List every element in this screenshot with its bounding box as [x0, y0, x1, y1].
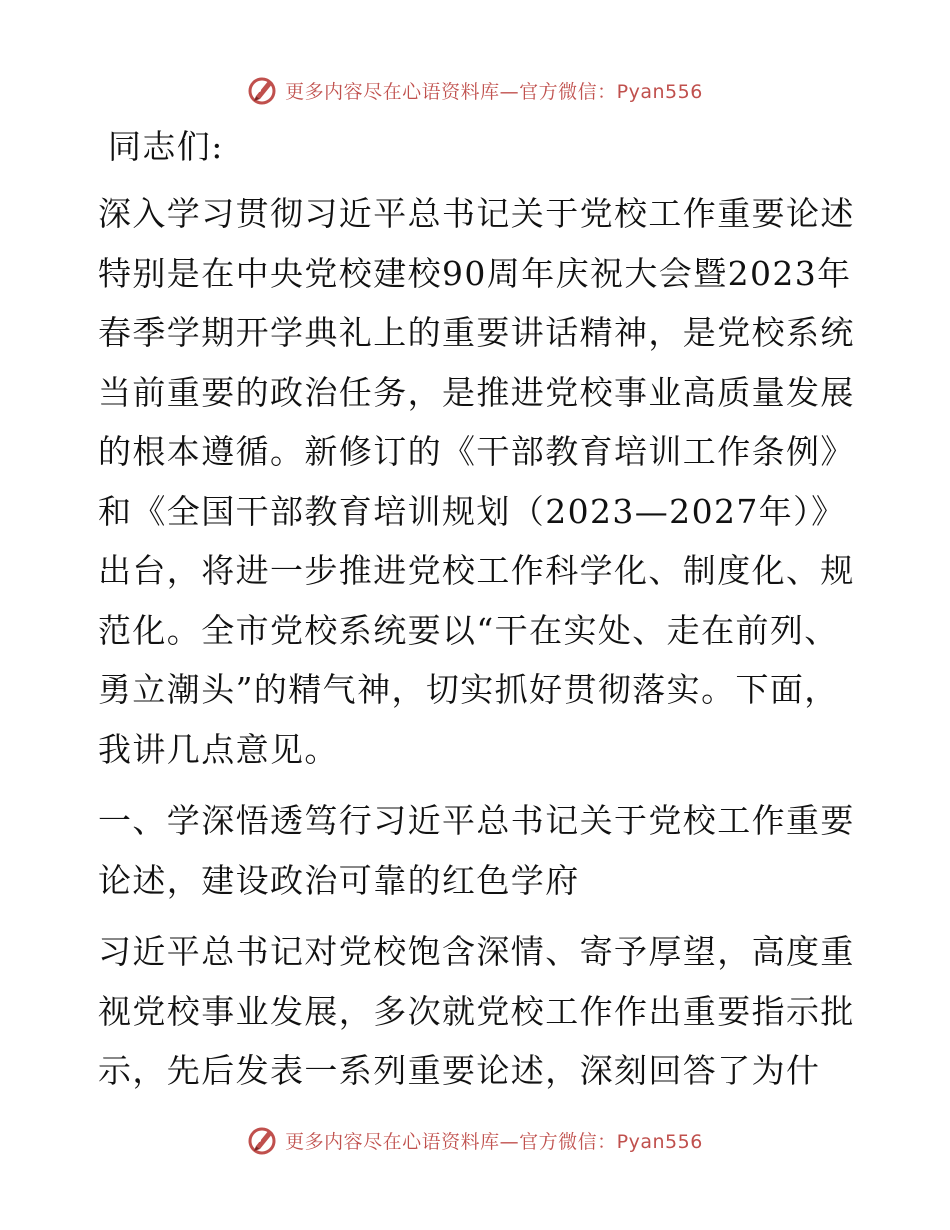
pen-logo-icon: [247, 74, 279, 106]
section-heading-1: 一、学深悟透笃行习近平总书记关于党校工作重要论述，建设政治可靠的红色学府: [98, 801, 855, 900]
watermark-text: 更多内容尽在心语资料库—官方微信：Pyan556: [285, 80, 703, 103]
greeting: 同志们:: [108, 127, 224, 166]
watermark-banner-top: [0, 70, 950, 110]
pen-logo-icon: [247, 1124, 279, 1156]
watermark-banner-bottom: [0, 1120, 950, 1160]
watermark-text: 更多内容尽在心语资料库—官方微信：Pyan556: [285, 1130, 703, 1153]
document-body: [98, 122, 858, 1101]
paragraph-section-1: 习近平总书记对党校饱含深情、寄予厚望，高度重视党校事业发展，多次就党校工作作出重要指示批示，先后发表一系列重要论述，深刻回答了为什: [98, 932, 855, 1090]
paragraph-intro: 深入学习贯彻习近平总书记关于党校工作重要论述特别是在中央党校建校90周年庆祝大会暨2023年春季学期开学典礼上的重要讲话精神，是党校系统当前重要的政治任务，是推进党校事业高质量发展的根本遵循。新修订的《干部教育培训工作条例》和《全国干部教育培训规划（2023—2027年）》出台，将进一步推进党校工作科学化、制度化、规范化。全市党校系统要以“干在实处、走在前列、勇立潮头”的精气神，切实抓好贯彻落实。下面，我讲几点意见。: [98, 194, 855, 769]
